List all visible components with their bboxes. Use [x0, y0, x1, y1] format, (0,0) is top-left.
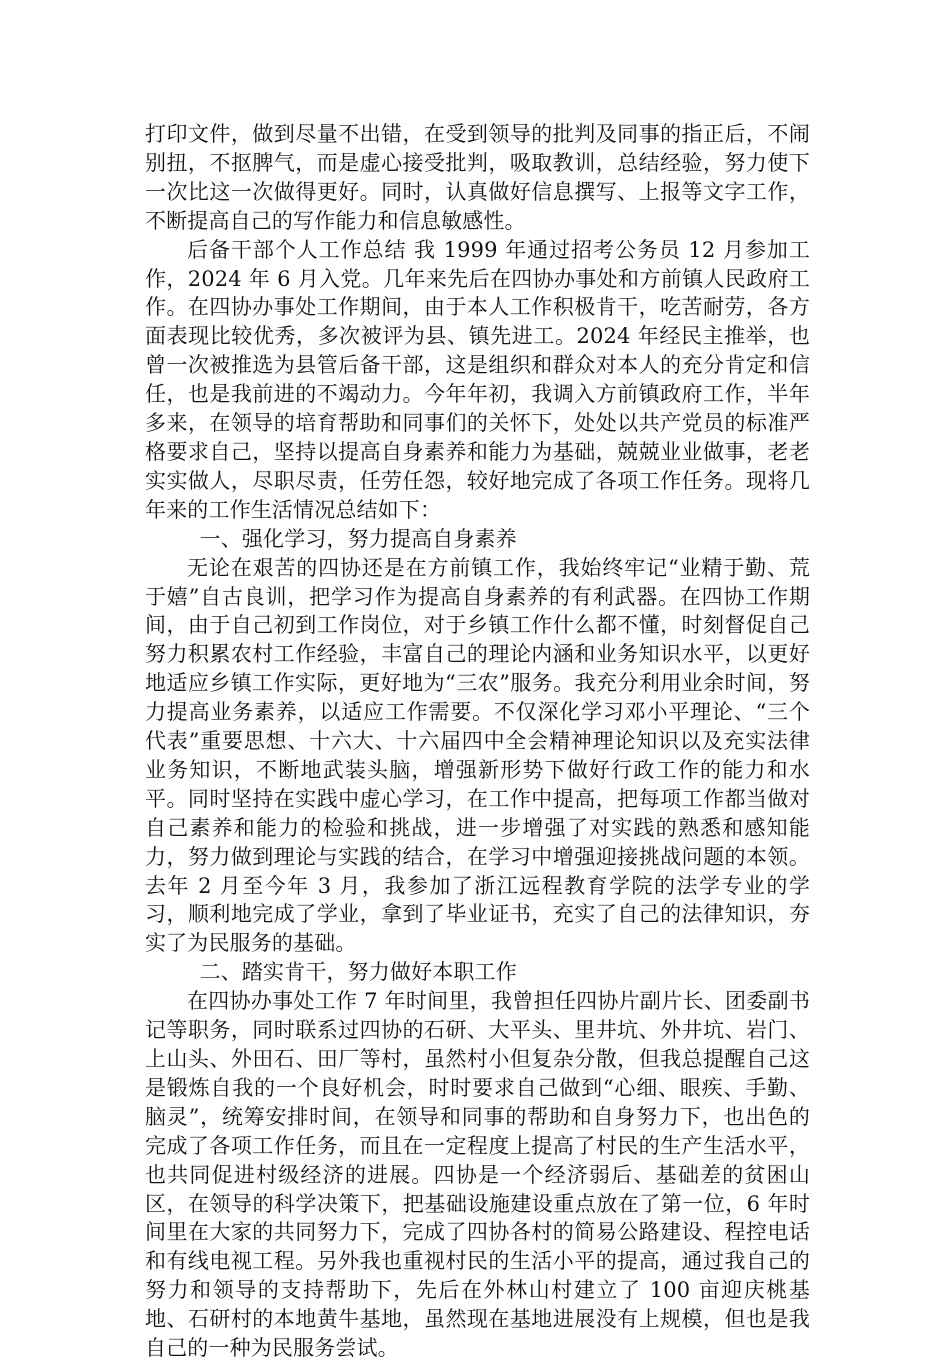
- paragraph-continuation: 打印文件，做到尽量不出错，在受到领导的批判及同事的指正后，不闹别扭，不抠脾气，而是虚心接受批判，吸取教训，总结经验，努力使下一次比这一次做得更好。同时，认真做好信息撰写、上报等文字工作，不断提高自己的写作能力和信息敏感性。: [145, 122, 810, 233]
- paragraph-intro: 后备干部个人工作总结 我 1999 年通过招考公务员 12 月参加工作，2024 年 6 月入党。几年来先后在四协办事处和方前镇人民政府工作。在四协办事处工作期间，由于本人工作积极肯干，吃苦耐劳，各方面表现比较优秀，多次被评为县、镇先进工。2024 年经民主推举，也曾一次被推选为县管后备干部，这是组织和群众对本人的充分肯定和信任，也是我前进的不竭动力。今年年初，我调入方前镇政府工作，半年多来，在领导的培育帮助和同事们的关怀下，处处以共产党员的标准严格要求自己，坚持以提高自身素养和能力为基础，兢兢业业做事，老老实实做人，尽职尽责，任劳任怨，较好地完成了各项工作任务。现将几年来的工作生活情况总结如下：: [145, 237, 810, 522]
- section-heading-work: 二、踏实肯干，努力做好本职工作: [199, 960, 517, 985]
- section-heading-study: 一、强化学习，努力提高自身素养: [199, 526, 517, 551]
- paragraph-study: 无论在艰苦的四协还是在方前镇工作，我始终牢记“业精于勤、荒于嬉”自古良训，把学习作为提高自身素养的有利武器。在四协工作期间，由于自己初到工作岗位，对于乡镇工作什么都不懂，时刻督促自己努力积累农村工作经验，丰富自己的理论内涵和业务知识水平，以更好地适应乡镇工作实际，更好地为“三农”服务。我充分利用业余时间，努力提高业务素养，以适应工作需要。不仅深化学习邓小平理论、“三个代表”重要思想、十六大、十六届四中全会精神理论知识以及充实法律业务知识，不断地武装头脑，增强新形势下做好行政工作的能力和水平。同时坚持在实践中虚心学习，在工作中提高，把每项工作都当做对自己素养和能力的检验和挑战，进一步增强了对实践的熟悉和感知能力，努力做到理论与实践的结合，在学习中增强迎接挑战问题的本领。去年 2 月至今年 3 月，我参加了浙江远程教育学院的法学专业的学习，顺利地完成了学业，拿到了毕业证书，充实了自己的法律知识，夯实了为民服务的基础。: [145, 555, 810, 956]
- document-body: [145, 120, 810, 1363]
- paragraph-work: 在四协办事处工作 7 年时间里，我曾担任四协片副片长、团委副书记等职务，同时联系过四协的石研、大平头、里井坑、外井坑、岩门、上山头、外田石、田厂等村，虽然村小但复杂分散，但我总提醒自己这是锻炼自我的一个良好机会，时时要求自己做到“心细、眼疾、手勤、脑灵”，统筹安排时间，在领导和同事的帮助和自身努力下，也出色的完成了各项工作任务，而且在一定程度上提高了村民的生产生活水平，也共同促进村级经济的进展。四协是一个经济弱后、基础差的贫困山区，在领导的科学决策下，把基础设施建设重点放在了第一位，6 年时间里在大家的共同努力下，完成了四协各村的简易公路建设、程控电话和有线电视工程。另外我也重视村民的生活小平的提高，通过我自己的努力和领导的支持帮助下，先后在外林山村建立了 100 亩迎庆桃基地、石研村的本地黄牛基地，虽然现在基地进展没有上规模，但也是我自己的一种为民服务尝试。: [145, 989, 810, 1361]
